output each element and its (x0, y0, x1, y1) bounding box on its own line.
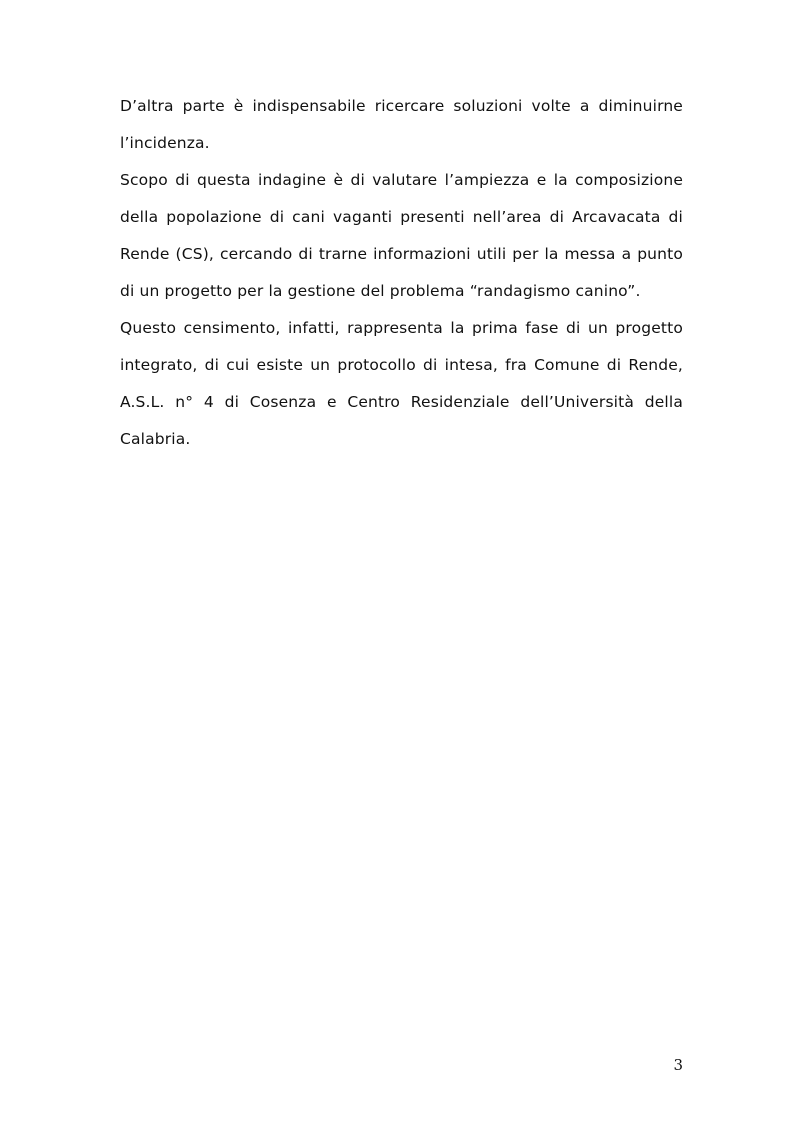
body-text (120, 88, 683, 458)
page-number: 3 (673, 1056, 683, 1074)
paragraph-3: Questo censimento, infatti, rappresenta la prima fase di un progetto integrato, di cui esiste un protocollo di intesa, fra Comune di Rende, A.S.L. n° 4 di Cosenza e Centro Residenziale dell’Università della Calabria. (120, 319, 683, 448)
paragraph-2: Scopo di questa indagine è di valutare l’ampiezza e la composizione della popolazione di cani vaganti presenti nell’area di Arcavacata di Rende (CS), cercando di trarne informazioni utili per la messa a punto di un progetto per la gestione del problema “randagismo canino”. (120, 171, 683, 300)
paragraph-1: D’altra parte è indispensabile ricercare soluzioni volte a diminuirne l’incidenza. (120, 97, 683, 152)
